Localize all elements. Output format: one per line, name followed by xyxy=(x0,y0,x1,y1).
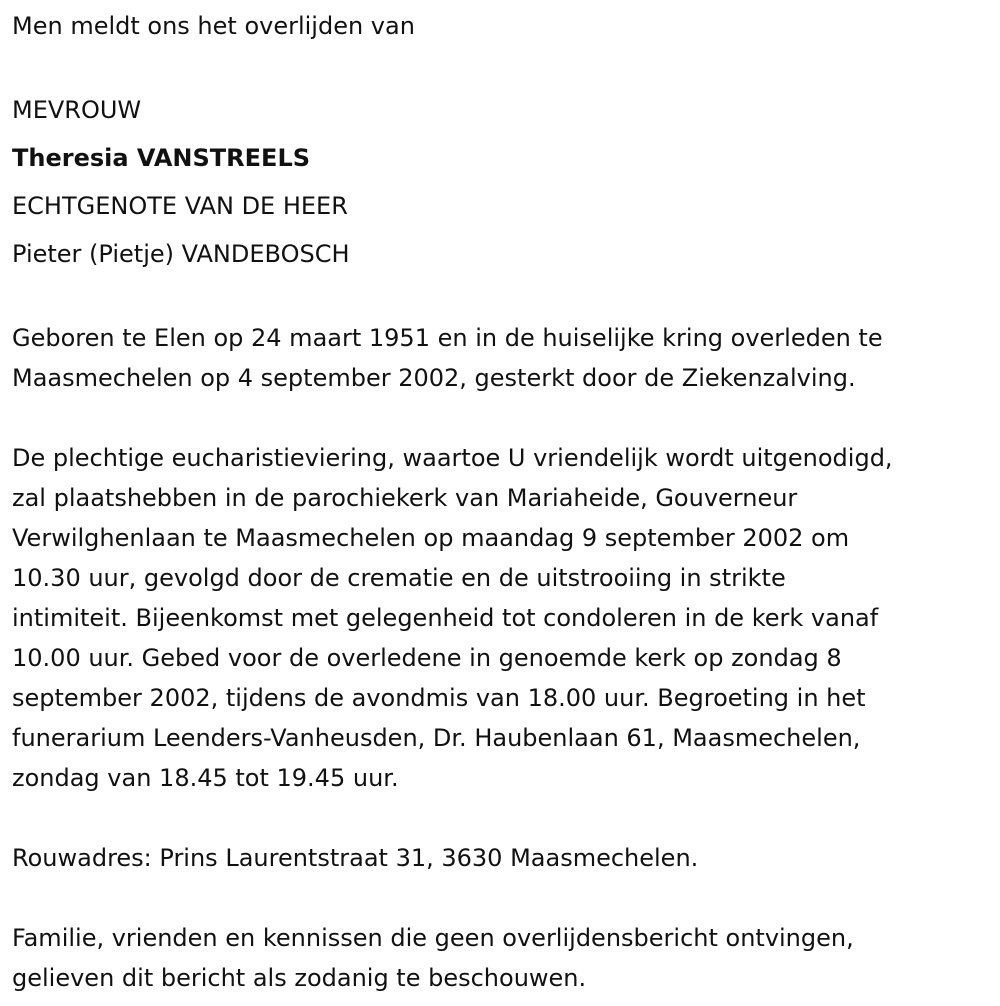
paragraph-line: Verwilghenlaan te Maasmechelen op maandag 9 september 2002 om xyxy=(12,524,850,552)
paragraph-line: zal plaatshebben in de parochiekerk van Mariaheide, Gouverneur xyxy=(12,484,798,512)
paragraph-line: Maasmechelen op 4 september 2002, gesterkt door de Ziekenzalving. xyxy=(12,364,856,392)
paragraph-line: funerarium Leenders-Vanheusden, Dr. Haubenlaan 61, Maasmechelen, xyxy=(12,724,861,752)
ceremony-paragraph xyxy=(12,438,992,798)
paragraph-line: Geboren te Elen op 24 maart 1951 en in de huiselijke kring overleden te xyxy=(12,324,883,352)
paragraph-line: 10.30 uur, gevolgd door de crematie en de uitstrooiing in strikte xyxy=(12,564,786,592)
spacer xyxy=(12,798,992,838)
relation-text: ECHTGENOTE VAN DE HEER xyxy=(12,192,348,220)
closing-paragraph xyxy=(12,918,992,998)
paragraph-line: zondag van 18.45 tot 19.45 uur. xyxy=(12,764,399,792)
mourning-address: Rouwadres: Prins Laurentstraat 31, 3630 Maasmechelen. xyxy=(12,844,699,872)
paragraph-line: De plechtige eucharistieviering, waartoe U vriendelijk wordt uitgenodigd, xyxy=(12,444,893,472)
honorific: MEVROUW xyxy=(12,96,142,124)
paragraph-line: gelieven dit bericht als zodanig te beschouwen. xyxy=(12,964,587,992)
deceased-name: Theresia VANSTREELS xyxy=(12,144,311,172)
intro-text: Men meldt ons het overlijden van xyxy=(12,12,415,40)
birth-death-paragraph xyxy=(12,318,992,398)
person-block xyxy=(12,86,992,278)
paragraph-line: september 2002, tijdens de avondmis van 18.00 uur. Begroeting in het xyxy=(12,684,866,712)
death-notice xyxy=(12,6,992,998)
spouse-name: Pieter (Pietje) VANDEBOSCH xyxy=(12,240,350,268)
spacer xyxy=(12,878,992,918)
spacer xyxy=(12,46,992,86)
spacer xyxy=(12,398,992,438)
paragraph-line: Familie, vrienden en kennissen die geen overlijdensbericht ontvingen, xyxy=(12,924,854,952)
paragraph-line: 10.00 uur. Gebed voor de overledene in genoemde kerk op zondag 8 xyxy=(12,644,842,672)
paragraph-line: intimiteit. Bijeenkomst met gelegenheid tot condoleren in de kerk vanaf xyxy=(12,604,879,632)
spacer xyxy=(12,278,992,318)
